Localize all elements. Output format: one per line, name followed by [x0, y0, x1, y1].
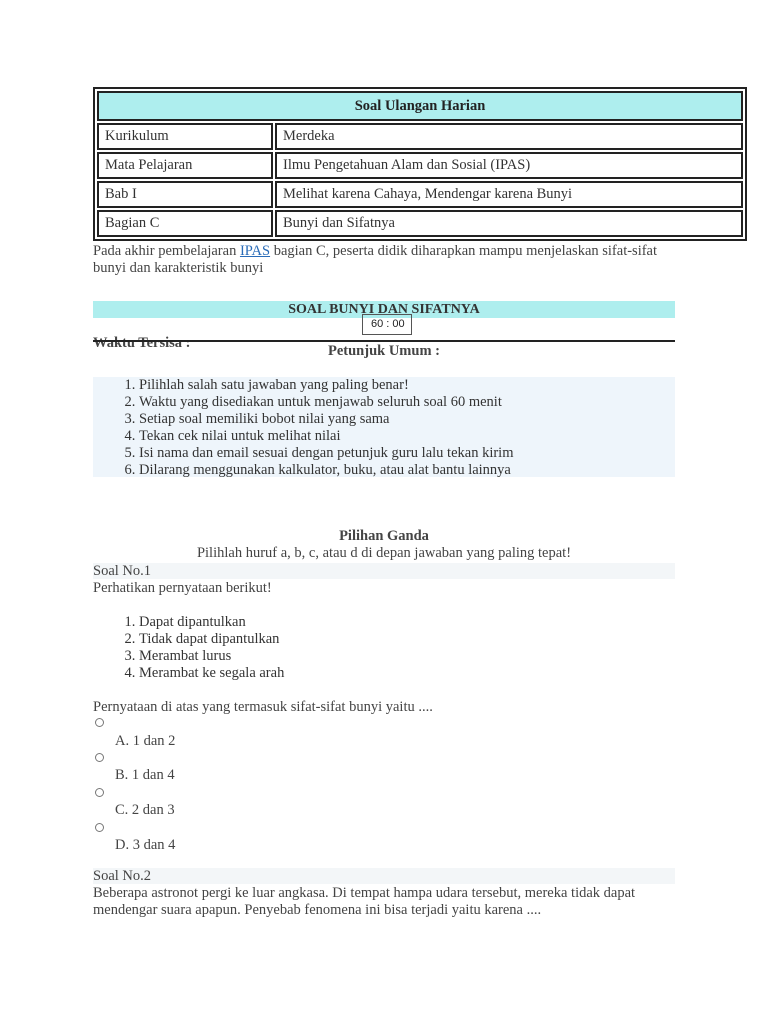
list-item: 6. Dilarang menggunakan kalkulator, buku, atau alat bantu lainnya [139, 462, 675, 479]
soal-2-label: Soal No.2 [93, 868, 675, 884]
timer-label: Waktu Tersisa : [93, 335, 191, 351]
list-item: 4. Tekan cek nilai untuk melihat nilai [139, 428, 675, 445]
row-value: Bunyi dan Sifatnya [275, 210, 743, 237]
list-item: 1. Pilihlah salah satu jawaban yang paling benar! [139, 377, 675, 394]
row-label: Bab I [97, 181, 273, 208]
soal-1-statements [93, 614, 284, 682]
petunjuk-list-box [93, 377, 675, 477]
section-title: SOAL BUNYI DAN SIFATNYA [93, 301, 675, 318]
timer-display: 60 : 00 [362, 314, 412, 335]
row-value: Melihat karena Cahaya, Mendengar karena Bunyi [275, 181, 743, 208]
list-item: 3. Setiap soal memiliki bobot nilai yang sama [139, 411, 675, 428]
list-item: 1. Dapat dipantulkan [139, 614, 284, 631]
intro-text-start: Pada akhir pembelajaran [93, 243, 240, 259]
table-row [97, 181, 743, 208]
petunjuk-title: Petunjuk Umum : [328, 343, 440, 359]
table-row [97, 210, 743, 237]
table-row [97, 152, 743, 179]
row-label: Bagian C [97, 210, 273, 237]
option-d-label[interactable]: D. 3 dan 4 [115, 837, 176, 853]
soal-2-text: Beberapa astronot pergi ke luar angkasa. Di tempat hampa udara tersebut, mereka tidak dapat mendengar suara apapun. Penyebab fenomena ini bisa terjadi yaitu karena .... [93, 885, 636, 918]
option-c-radio[interactable] [95, 788, 104, 797]
row-label: Kurikulum [97, 123, 273, 150]
intro-paragraph [93, 243, 675, 277]
quiz-page [93, 87, 747, 918]
header-table [93, 87, 747, 241]
list-item: 2. Waktu yang disediakan untuk menjawab seluruh soal 60 menit [139, 394, 675, 411]
pilihan-ganda-title: Pilihan Ganda [339, 528, 429, 544]
petunjuk-list [93, 377, 675, 479]
divider [93, 340, 675, 342]
list-item: 4. Merambat ke segala arah [139, 665, 284, 682]
soal-1-question: Pernyataan di atas yang termasuk sifat-sifat bunyi yaitu .... [93, 699, 433, 715]
option-d-radio[interactable] [95, 823, 104, 832]
option-a-radio[interactable] [95, 718, 104, 727]
row-value: Merdeka [275, 123, 743, 150]
ipas-link[interactable]: IPAS [239, 243, 271, 259]
list-item: 5. Isi nama dan email sesuai dengan petunjuk guru lalu tekan kirim [139, 445, 675, 462]
option-b-label[interactable]: B. 1 dan 4 [115, 767, 175, 783]
soal-1-intro: Perhatikan pernyataan berikut! [93, 580, 272, 596]
option-b-radio[interactable] [95, 753, 104, 762]
list-item: 3. Merambat lurus [139, 648, 284, 665]
pilihan-ganda-instruction: Pilihlah huruf a, b, c, atau d di depan jawaban yang paling tepat! [196, 545, 572, 561]
table-title: Soal Ulangan Harian [97, 91, 743, 121]
intro-text-end: bagian C, peserta didik diharapkan mampu menjelaskan sifat-sifat bunyi dan karakteristik bunyi [93, 243, 658, 276]
row-label: Mata Pelajaran [97, 152, 273, 179]
list-item: 2. Tidak dapat dipantulkan [139, 631, 284, 648]
option-c-label[interactable]: C. 2 dan 3 [115, 802, 175, 818]
option-a-label[interactable]: A. 1 dan 2 [115, 733, 176, 749]
soal-1-label: Soal No.1 [93, 563, 675, 579]
table-row [97, 123, 743, 150]
row-value: Ilmu Pengetahuan Alam dan Sosial (IPAS) [275, 152, 743, 179]
